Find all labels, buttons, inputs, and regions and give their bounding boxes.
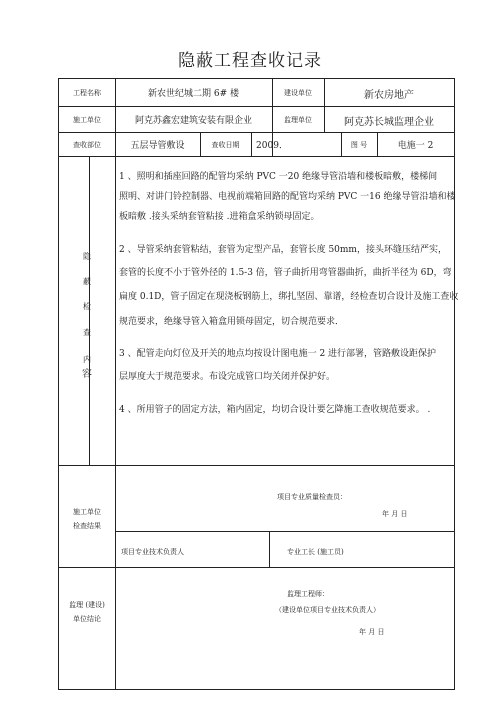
content-line: 4 、所用管子的固定方法，箱内固定，均切合设计要乞降施工查收规范要求。 . <box>119 405 431 415</box>
inspection-date-label: 查收日期 <box>211 141 240 149</box>
supervision-note: （建设单位项目专业技术负责人） <box>275 606 380 614</box>
quality-inspector-label: 项目专业质量检查员： <box>277 493 347 501</box>
supervision-unit-value: 阿克苏长城监理企业 <box>344 117 434 128</box>
side-label-char: 检 <box>83 302 91 311</box>
supervising-engineer-label: 监理工程师： <box>287 590 329 598</box>
side-label-char: 查 <box>83 328 91 337</box>
construction-unit-label: 施工单位 <box>73 116 101 124</box>
inspection-record-table <box>58 78 459 690</box>
side-label-char: 蔽 <box>83 277 91 286</box>
supervision-conclusion-label: 单位结论 <box>73 615 101 623</box>
drawing-number-value: 电施一 2 <box>397 141 434 151</box>
content-line: 2 、导管采纳套管粘结，套管为定型产品，套管长度 50mm，接头环缝压结严实， <box>119 245 447 255</box>
project-name-label: 工程名称 <box>73 89 101 97</box>
construction-result-label: 检查结果 <box>73 522 101 530</box>
page-title: 隐蔽工程查收记录 <box>178 51 322 71</box>
supervision-date: 年 月 日 <box>359 628 385 636</box>
content-line: 扁度 0.1D，管子固定在现浇板钢筋上，绑扎坚固、靠谱，经检查切合设计及施工查收 <box>119 292 459 302</box>
content-line: 层厚度大于规范要求。布设完成管口均关闭并保护好。 <box>119 372 336 382</box>
content-line: 套管的长度不小于管外径的 1.5-3 倍，管子曲折用弯管器曲折，曲折半径为 6D，弯 <box>119 268 452 278</box>
construction-date: 年 月 日 <box>382 510 408 518</box>
drawing-number-label: 图 号 <box>350 141 368 149</box>
tech-lead-label: 项目专业技术负责人 <box>121 548 184 556</box>
inspection-part-label: 查收部位 <box>73 141 101 149</box>
supervision-unit-label: 监理单位 <box>284 116 312 124</box>
supervision-conclusion-label: 监理 (建设) <box>69 601 105 609</box>
builder-unit-value: 新农房地产 <box>364 90 414 101</box>
side-label-char: 隐 <box>83 252 91 261</box>
inspection-part-value: 五层导管敷设 <box>130 141 185 151</box>
project-name-value: 新农世纪城二期 6# 楼 <box>148 89 239 99</box>
foreman-label: 专业工长 (施工员) <box>287 548 344 556</box>
construction-unit-value: 阿克苏鑫宏建筑安装有限企业 <box>134 116 252 126</box>
content-line: 板暗敷 .接头采纳套管粘接 .进箱盒采纳锁母固定。 <box>119 212 320 222</box>
side-label-char: 容 <box>82 369 92 380</box>
content-line: 1 、照明和插座回路的配管均采纳 PVC 一20 绝缘导管沿墙和楼板暗敷，楼梯间 <box>119 172 438 182</box>
content-line: 规范要求，绝缘导管入箱盒用锁母固定，切合规范要求． <box>119 317 345 327</box>
builder-unit-label: 建设单位 <box>284 89 312 97</box>
construction-result-label: 施工单位 <box>73 508 101 516</box>
inspection-date-value: 2009． <box>256 141 288 151</box>
content-line: 3 、配管走向灯位及开关的地点均按设计图电施一 2 进行部署，管路敷设距保护 <box>119 349 437 359</box>
side-label-char: 内 <box>83 355 91 364</box>
content-line: 照明、对讲门铃控制器、电视前端箱回路的配管均采纳 PVC 一16 绝缘导管沿墙和楼 <box>119 192 456 202</box>
